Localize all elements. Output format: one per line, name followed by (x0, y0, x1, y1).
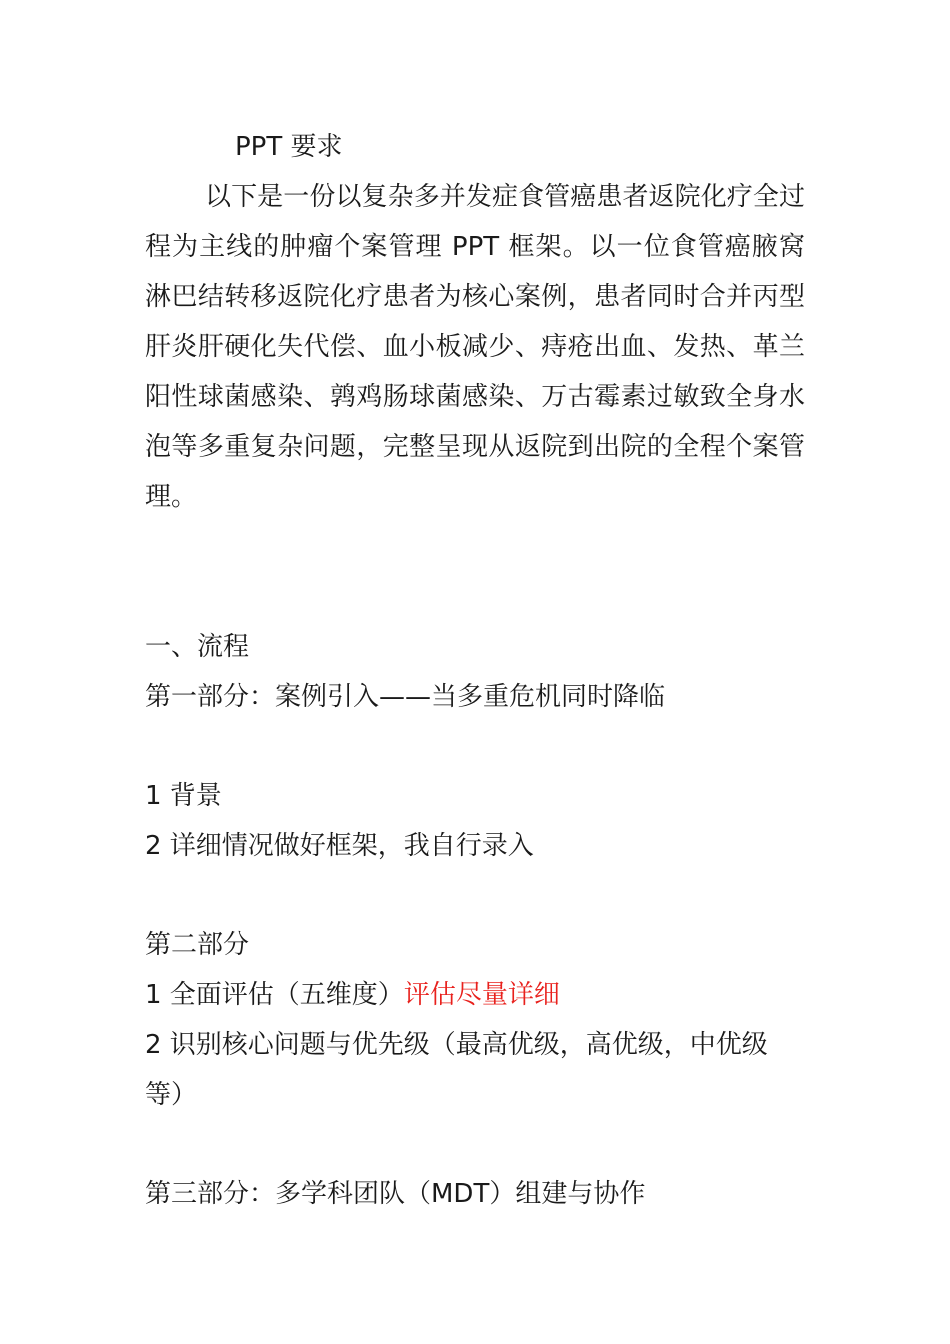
assessment-note-highlight: 评估尽量详细 (403, 980, 560, 1010)
document-title: PPT 要求 (235, 132, 343, 162)
part2-item-assessment-label: 1 全面评估（五维度） (145, 980, 404, 1010)
part2-heading: 第二部分 (145, 930, 250, 960)
part2-item-priorities: 2 识别核心问题与优先级（最高优级，高优级，中优级等） (145, 1030, 768, 1110)
intro-paragraph: 以下是一份以复杂多并发症食管癌患者返院化疗全过程为主线的肿瘤个案管理 PPT 框架。以一位食管癌腋窝淋巴结转移返院化疗患者为核心案例，患者同时合并丙型肝炎肝硬化失代偿、血小板减少、痔疮出血、发热、革兰阳性球菌感染、鹑鸡肠球菌感染、万古霉素过敏致全身水泡等多重复杂问题，完整呈现从返院到出院的全程个案管理。 (145, 182, 805, 512)
part1-item-details: 2 详细情况做好框架，我自行录入 (145, 831, 534, 861)
part1-item-background: 1 背景 (145, 781, 222, 811)
part1-heading: 第一部分：案例引入——当多重危机同时降临 (145, 682, 666, 712)
section-heading: 一、流程 (145, 632, 250, 662)
part3-heading: 第三部分：多学科团队（MDT）组建与协作 (145, 1179, 646, 1209)
part2-item-assessment (145, 970, 560, 1020)
